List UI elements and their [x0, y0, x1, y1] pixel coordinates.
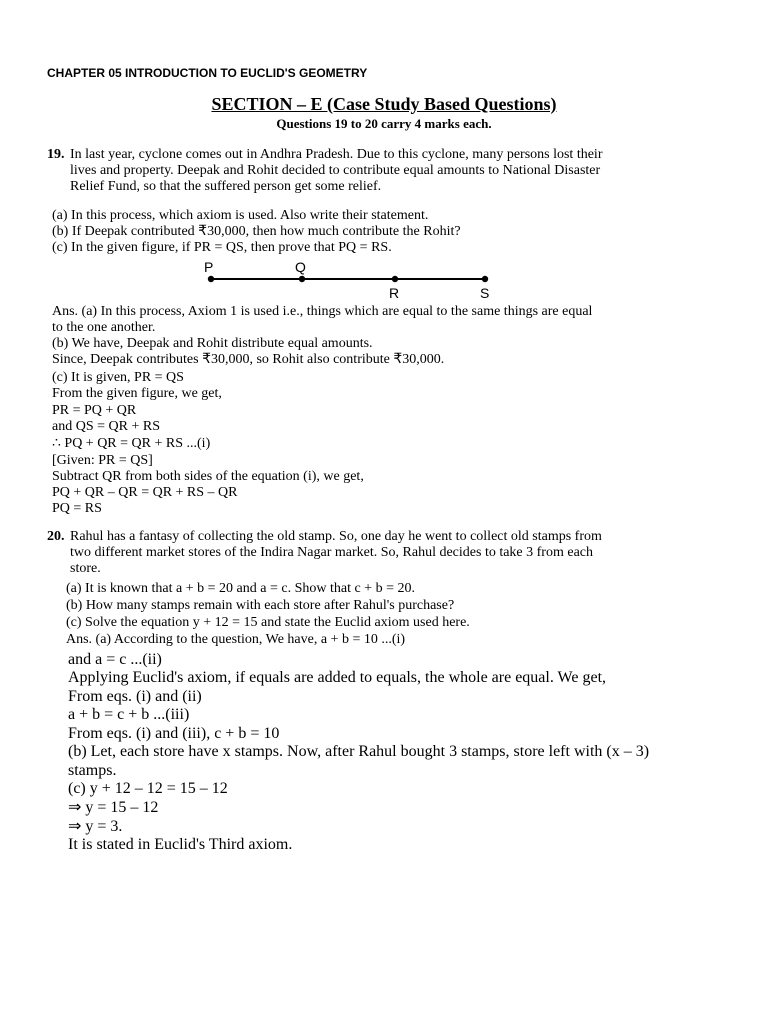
- question-19-answer-line-12: PQ + QR – QR = QR + RS – QR: [52, 485, 238, 500]
- question-19-part-c: (c) In the given figure, if PR = QS, then prove that PQ = RS.: [52, 240, 392, 255]
- point-q-label: Q: [295, 259, 306, 275]
- question-19-stem-line-2: lives and property. Deepak and Rohit decided to contribute equal amounts to National Disaster: [70, 163, 601, 178]
- question-20-answer-line-10: ⇒ y = 3.: [68, 818, 123, 835]
- point-q-dot: [299, 276, 305, 282]
- point-p-dot: [208, 276, 214, 282]
- question-20-answer-line-3: From eqs. (i) and (ii): [68, 688, 202, 705]
- question-20-answer-line-1: and a = c ...(ii): [68, 651, 162, 668]
- point-s-label: S: [480, 285, 490, 301]
- point-r-dot: [392, 276, 398, 282]
- question-20-answer-line-4: a + b = c + b ...(iii): [68, 706, 190, 723]
- question-19-number: 19.: [47, 147, 65, 162]
- question-19-answer-line-2: to the one another.: [52, 320, 156, 335]
- section-title: SECTION – E (Case Study Based Questions): [211, 94, 557, 114]
- point-r-label: R: [389, 285, 400, 301]
- question-20-answer-intro: Ans. (a) According to the question, We have, a + b = 10 ...(i): [66, 632, 406, 647]
- question-19-answer-line-9: ∴ PQ + QR = QR + RS ...(i): [52, 436, 211, 451]
- question-20-stem-line-2: two different market stores of the Indira Nagar market. So, Rahul decides to take 3 from each: [70, 545, 594, 560]
- question-19-part-a: (a) In this process, which axiom is used. Also write their statement.: [52, 208, 429, 223]
- question-19-answer-line-10: [Given: PR = QS]: [52, 453, 153, 468]
- question-20-part-a: (a) It is known that a + b = 20 and a = c. Show that c + b = 20.: [66, 581, 415, 596]
- question-19-stem-line-3: Relief Fund, so that the suffered person get some relief.: [70, 179, 382, 194]
- question-20-stem-line-1: Rahul has a fantasy of collecting the old stamp. So, one day he went to collect old stamps from: [70, 529, 602, 544]
- point-p-label: P: [204, 259, 214, 275]
- question-20-stem-line-3: store.: [70, 561, 101, 576]
- question-20-answer-line-5: From eqs. (i) and (iii), c + b = 10: [68, 725, 280, 742]
- section-subtitle: Questions 19 to 20 carry 4 marks each.: [276, 116, 492, 131]
- question-19-answer-line-3: (b) We have, Deepak and Rohit distribute equal amounts.: [52, 336, 373, 351]
- question-19-answer-line-11: Subtract QR from both sides of the equation (i), we get,: [52, 469, 364, 484]
- question-19-stem-line-1: In last year, cyclone comes out in Andhra Pradesh. Due to this cyclone, many persons lost their: [70, 147, 603, 162]
- question-19-answer-line-5: (c) It is given, PR = QS: [52, 370, 184, 385]
- question-19-answer-line-8: and QS = QR + RS: [52, 419, 160, 434]
- question-19-part-b: (b) If Deepak contributed ₹30,000, then how much contribute the Rohit?: [52, 224, 461, 239]
- point-s-dot: [482, 276, 488, 282]
- chapter-title: CHAPTER 05 INTRODUCTION TO EUCLID'S GEOMETRY: [47, 66, 368, 80]
- question-20-answer-line-7: stamps.: [68, 762, 117, 779]
- question-19-answer-line-6: From the given figure, we get,: [52, 386, 222, 401]
- question-20-number: 20.: [47, 529, 65, 544]
- question-20-answer-line-6: (b) Let, each store have x stamps. Now, after Rahul bought 3 stamps, store left with (x – 3): [68, 743, 650, 760]
- line-segment-figure: [195, 256, 505, 302]
- question-20-part-b: (b) How many stamps remain with each store after Rahul's purchase?: [66, 598, 455, 613]
- question-20-answer-line-2: Applying Euclid's axiom, if equals are added to equals, the whole are equal. We get,: [68, 669, 607, 686]
- question-20-answer-line-9: ⇒ y = 15 – 12: [68, 799, 159, 816]
- question-20-answer-line-8: (c) y + 12 – 12 = 15 – 12: [68, 780, 228, 797]
- question-19-answer-line-13: PQ = RS: [52, 501, 102, 516]
- question-19-answer-line-1: Ans. (a) In this process, Axiom 1 is used i.e., things which are equal to the same things are equal: [52, 304, 593, 319]
- question-19-answer-line-7: PR = PQ + QR: [52, 403, 137, 418]
- question-20-answer-line-11: It is stated in Euclid's Third axiom.: [68, 836, 293, 853]
- question-19-answer-line-4: Since, Deepak contributes ₹30,000, so Rohit also contribute ₹30,000.: [52, 352, 445, 367]
- question-20-part-c: (c) Solve the equation y + 12 = 15 and state the Euclid axiom used here.: [66, 615, 470, 630]
